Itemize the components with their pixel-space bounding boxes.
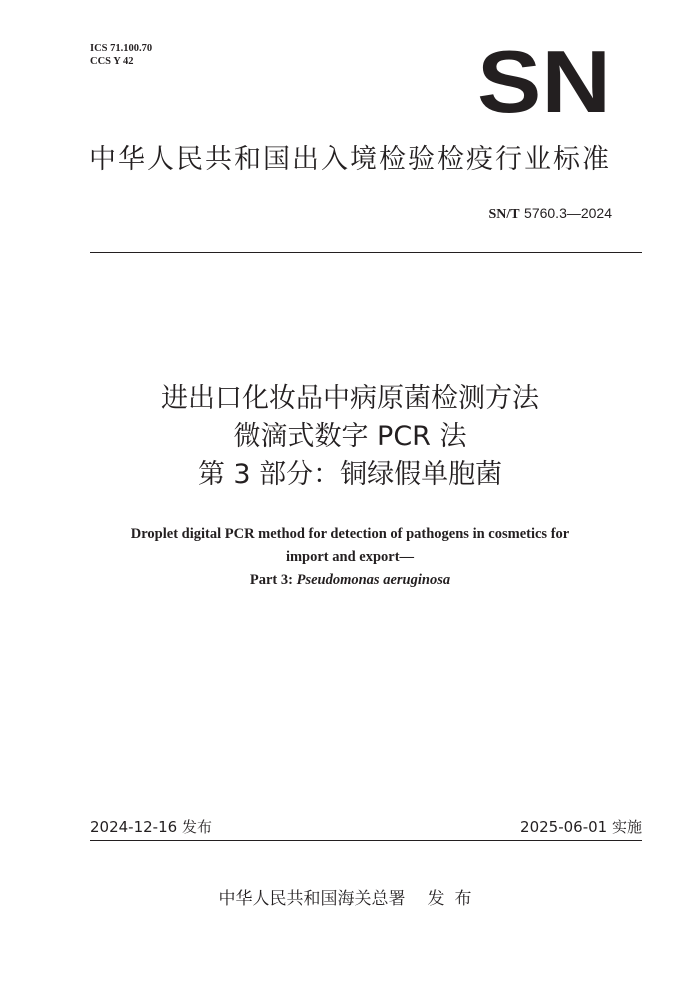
english-title: [0, 523, 700, 592]
classification-codes: [90, 42, 152, 68]
chinese-title-line-3: 第 3 部分：铜绿假单胞菌: [197, 459, 503, 490]
organization-title: 中华人民共和国出入境检验检疫行业标准: [89, 144, 611, 175]
chinese-title-line-2: 微滴式数字 PCR 法: [233, 421, 467, 452]
chinese-title: [0, 380, 700, 494]
top-divider: [90, 252, 642, 253]
english-title-line-2: import and export—: [285, 549, 415, 565]
standard-prefix: SN/T: [488, 207, 520, 222]
issue-date: 2024-12-16 发布: [90, 818, 212, 836]
bottom-divider: [90, 840, 642, 841]
ccs-code: CCS Y 42: [90, 56, 134, 67]
standard-code: 5760.3—2024: [524, 205, 612, 221]
chinese-title-line-1: 进出口化妆品中病原菌检测方法: [161, 383, 539, 414]
species-name: Pseudomonas aeruginosa: [296, 572, 451, 588]
sn-logo-text: SN: [477, 50, 611, 120]
english-title-line-1: Droplet digital PCR method for detection of pathogens in cosmetics for: [130, 526, 570, 542]
standard-number: [488, 204, 612, 224]
publisher: [0, 888, 700, 910]
part-label: Part 3:: [249, 572, 297, 588]
publisher-action: 发布: [427, 889, 482, 909]
english-title-line-3: [0, 569, 700, 592]
implementation-date: 2025-06-01 实施: [520, 818, 642, 836]
ics-code: ICS 71.100.70: [90, 43, 153, 54]
publisher-name: 中华人民共和国海关总署: [218, 889, 406, 909]
sn-logo: [476, 50, 612, 120]
